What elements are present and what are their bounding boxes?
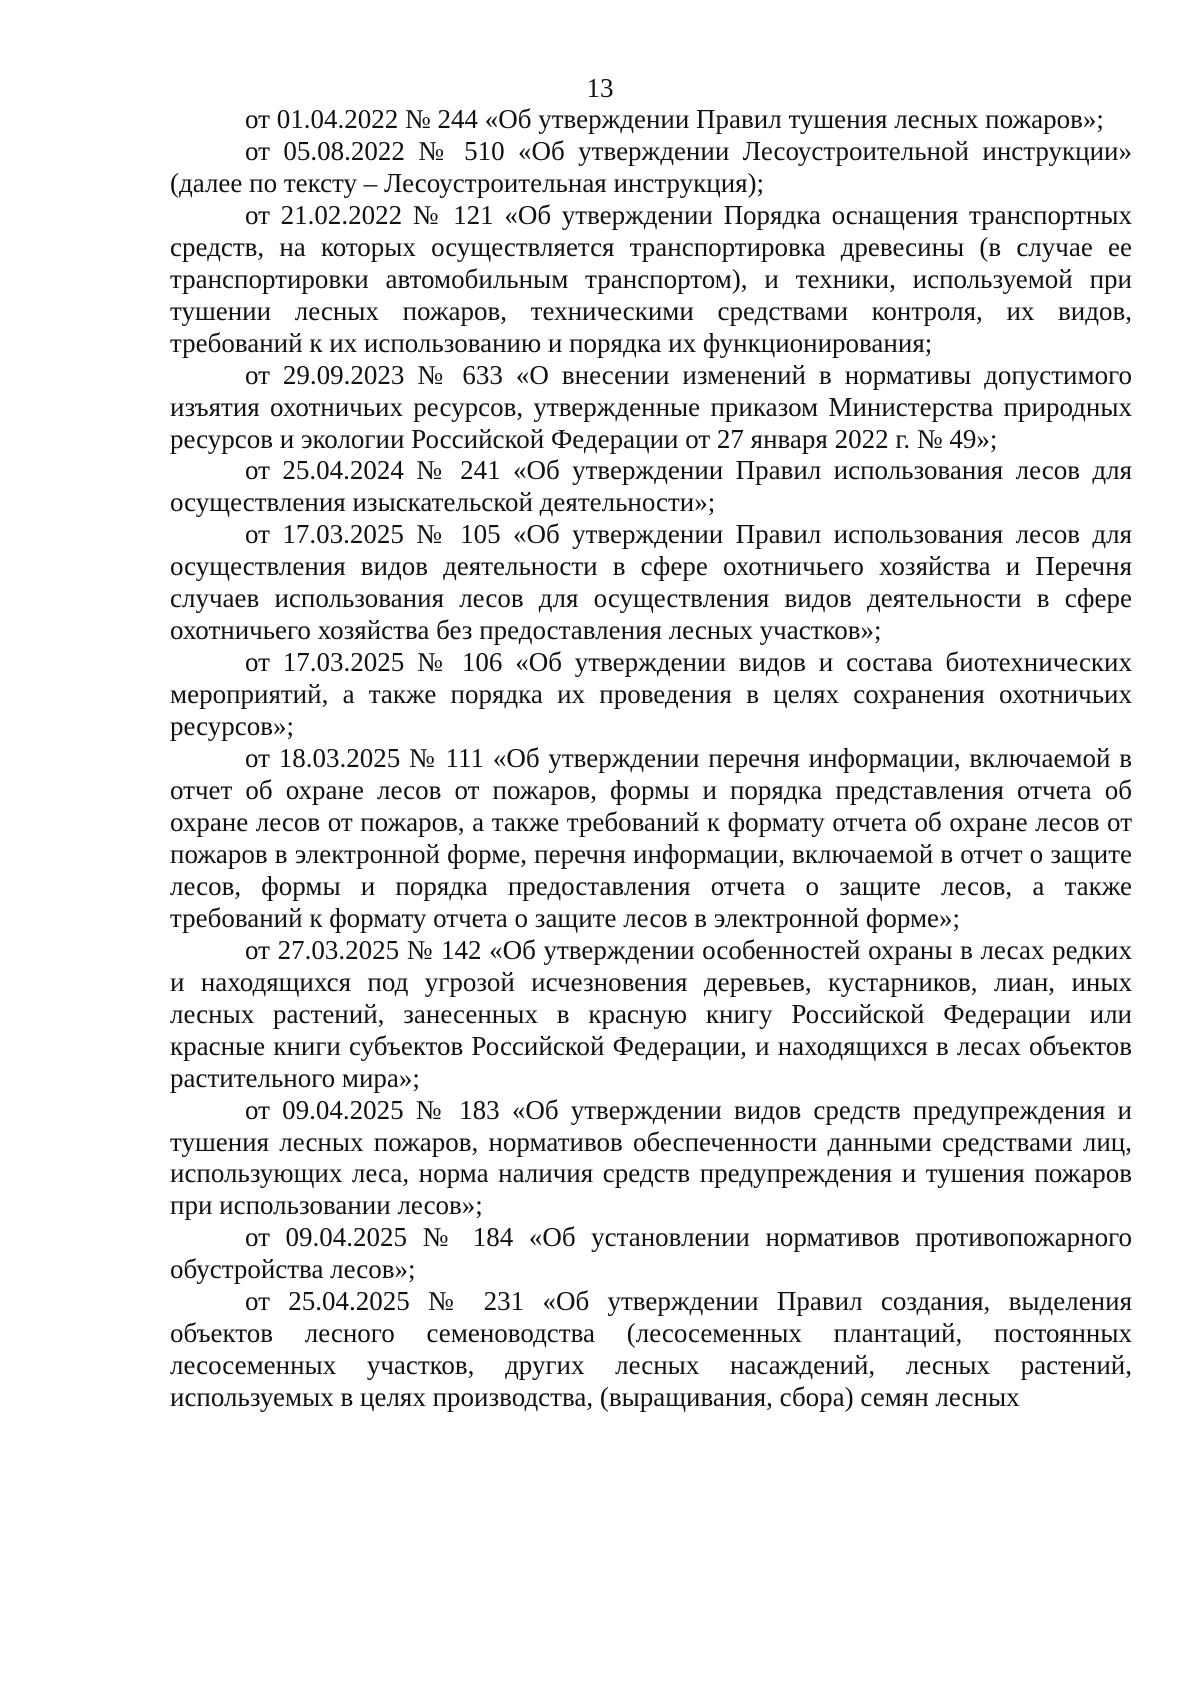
order-paragraph: от 01.04.2022 № 244 «Об утверждении Правил тушения лесных пожаров»; — [245, 104, 1104, 134]
order-paragraph: от 21.02.2022 № 121 «Об утверждении Порядка оснащения транспортных средств, на которых осуществляется транспортировка древесины (в случае ее транспортировки автомобильным транспортом), и техники, используемой при тушении лесных пожаров, техническими средствами контроля, их видов, требований к их использованию и порядка их функционирования; — [170, 199, 1132, 358]
order-paragraph: от 09.04.2025 № 183 «Об утверждении видов средств предупреждения и тушения лесных пожаров, нормативов обеспеченности данными средствами лиц, использующих леса, норма наличия средств предупреждения и тушения пожаров при использовании лесов»; — [170, 1094, 1132, 1221]
order-paragraph: от 17.03.2025 № 105 «Об утверждении Правил использования лесов для осуществления видов деятельности в сфере охотничьего хозяйства и Перечня случаев использования лесов для осуществления видов деятельности в сфере охотничьего хозяйства без предоставления лесных участков»; — [170, 519, 1132, 646]
order-paragraph: от 27.03.2025 № 142 «Об утверждении особенностей охраны в лесах редких и находящихся под угрозой исчезновения деревьев, кустарников, лиан, иных лесных растений, занесенных в красную книгу Российской Федерации или красные книги субъектов Российской Федерации, и находящихся в лесах объектов растительного мира»; — [170, 934, 1132, 1093]
order-paragraph: от 29.09.2023 № 633 «О внесении изменений в нормативы допустимого изъятия охотничьих ресурсов, утвержденные приказом Министерства природных ресурсов и экологии Российской Федерации от 27 января 2022 г. № 49»; — [170, 359, 1132, 454]
order-paragraph: от 17.03.2025 № 106 «Об утверждении видов и состава биотехнических мероприятий, а также порядка их проведения в целях сохранения охотничьих ресурсов»; — [170, 647, 1132, 742]
document-body — [170, 104, 1132, 1414]
order-paragraph: от 09.04.2025 № 184 «Об установлении нормативов противопожарного обустройства лесов»; — [170, 1222, 1132, 1285]
order-paragraph: от 05.08.2022 № 510 «Об утверждении Лесоустроительной инструкции» (далее по тексту – Лесоустроительная инструкция); — [170, 135, 1132, 198]
order-paragraph: от 18.03.2025 № 111 «Об утверждении перечня информации, включаемой в отчет об охране лесов от пожаров, формы и порядка представления отчета об охране лесов от пожаров, а также требований к формату отчета об охране лесов от пожаров в электронной форме, перечня информации, включаемой в отчет о защите лесов, формы и порядка предоставления отчета о защите лесов, а также требований к формату отчета о защите лесов в электронной форме»; — [170, 743, 1132, 933]
order-paragraph: от 25.04.2025 № 231 «Об утверждении Правил создания, выделения объектов лесного семеноводства (лесосеменных плантаций, постоянных лесосеменных участков, других лесных насаждений, лесных растений, используемых в целях производства, (выращивания, сбора) семян лесных — [170, 1286, 1132, 1413]
order-paragraph: от 25.04.2024 № 241 «Об утверждении Правил использования лесов для осуществления изыскательской деятельности»; — [170, 455, 1132, 518]
page-number: 13 — [586, 73, 614, 103]
